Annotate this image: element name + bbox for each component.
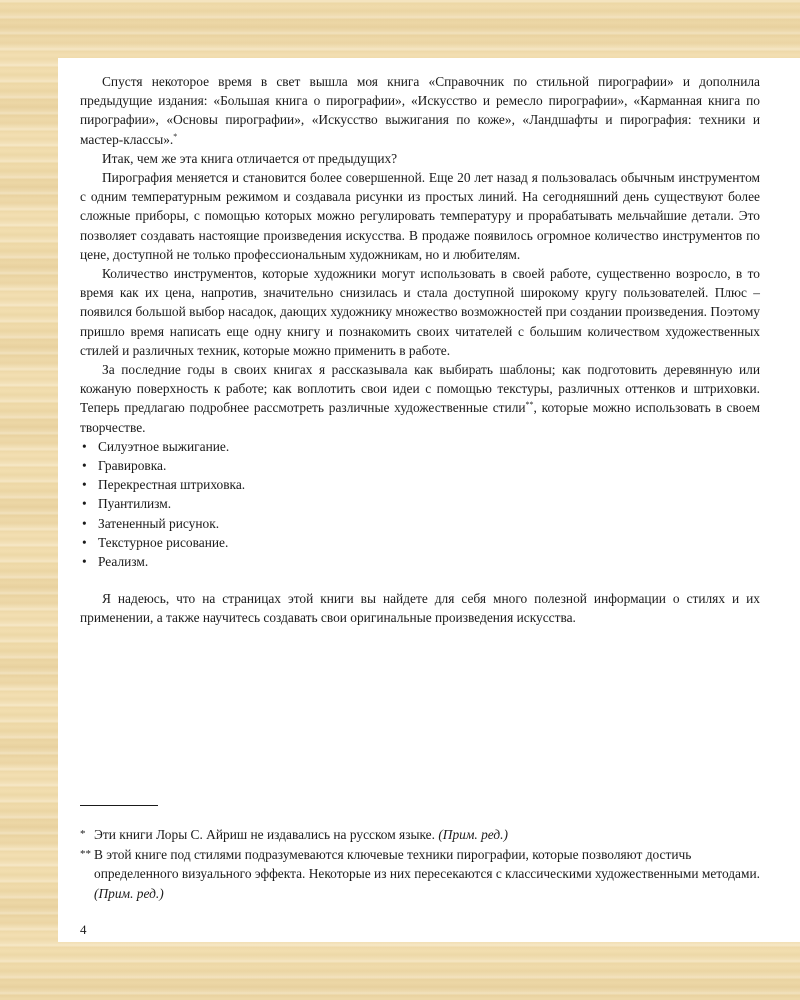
footnote-ref-1: * [173, 131, 178, 141]
paragraph-closing: Я надеюсь, что на страницах этой книги вы найдете для себя много полезной информации о стилях и их применении, а также научитесь создавать свои оригинальные произведения искусства. [80, 591, 760, 626]
styles-list [80, 437, 760, 571]
spacer [80, 571, 760, 589]
list-item: • Затененный рисунок. [80, 514, 760, 533]
paragraph-intro: Спустя некоторое время в свет вышла моя книга «Справочник по стильной пирографии» и дополнила предыдущие издания: «Большая книга о пирографии», «Искусство и ремесло пирографии», «Карманная книга по пирографии», «Основы пирографии», «Искусство выжигания по коже», «Ландшафты и пирография: техники и мастер-классы».* [80, 74, 760, 147]
footnote-ref-2: ** [525, 400, 534, 410]
footnote-text: Эти книги Лоры С. Айриш не издавались на русском языке. [94, 827, 435, 842]
footnote-2 [80, 845, 764, 904]
paragraph-pyrography-changes: Пирография меняется и становится более совершенной. Еще 20 лет назад я пользовалась обычным инструментом с одним температурным режимом и создавала рисунки из простых линий. На сегодняшний день существуют более сложные приборы, с помощью которых можно регулировать температуру и прорабатывать мельчайшие детали. Это позволяет создавать настоящие произведения искусства. В продаже появилось огромное количество инструментов по цене, доступной не только профессиональным художникам, но и любителям. [80, 170, 760, 262]
footnote-divider [80, 805, 158, 806]
footnote-mark: * [80, 828, 86, 840]
editor-note: (Прим. ред.) [438, 827, 508, 842]
footnote-1 [80, 825, 764, 845]
list-item: • Реализм. [80, 552, 760, 571]
paragraph-tools: Количество инструментов, которые художники могут использовать в своей работе, существенно возросло, в то время как их цена, напротив, значительно снизилась и стала доступной широкому кругу пользователей. Плюс – появился большой выбор насадок, дающих художнику множество возможностей при создании произведения. Поэтому пришло время написать еще одну книгу и познакомить своих читателей с большим количеством художественных стилей и различных техник, которые можно применить в работе. [80, 266, 760, 358]
list-item: • Текстурное рисование. [80, 533, 760, 552]
page-number: 4 [80, 922, 87, 937]
paragraph-styles-intro: За последние годы в своих книгах я рассказывала как выбирать шаблоны; как подготовить деревянную или кожаную поверхность к работе; как воплотить свои идеи с помощью текстуры, различных оттенков и штриховки. Теперь предлагаю подробнее рассмотреть различные художественные стили**, которые можно использовать в своем творчестве. [80, 362, 760, 435]
list-item: • Силуэтное выжигание. [80, 437, 760, 456]
paragraph-question: Итак, чем же эта книга отличается от предыдущих? [102, 150, 398, 166]
list-item: • Пуантилизм. [80, 494, 760, 513]
book-page [58, 58, 800, 942]
list-item: • Перекрестная штриховка. [80, 475, 760, 494]
editor-note: (Прим. ред.) [94, 885, 164, 901]
footnotes [80, 825, 764, 903]
footnote-mark: ** [80, 847, 91, 860]
list-item: • Гравировка. [80, 456, 760, 475]
footnote-text: В этой книге под стилями подразумеваются ключевые техники пирографии, которые позволяют достичь определенного визуального эффекта. Некоторые из них пересекаются с классическими художественными методами. [94, 846, 760, 881]
page-body [80, 72, 760, 628]
